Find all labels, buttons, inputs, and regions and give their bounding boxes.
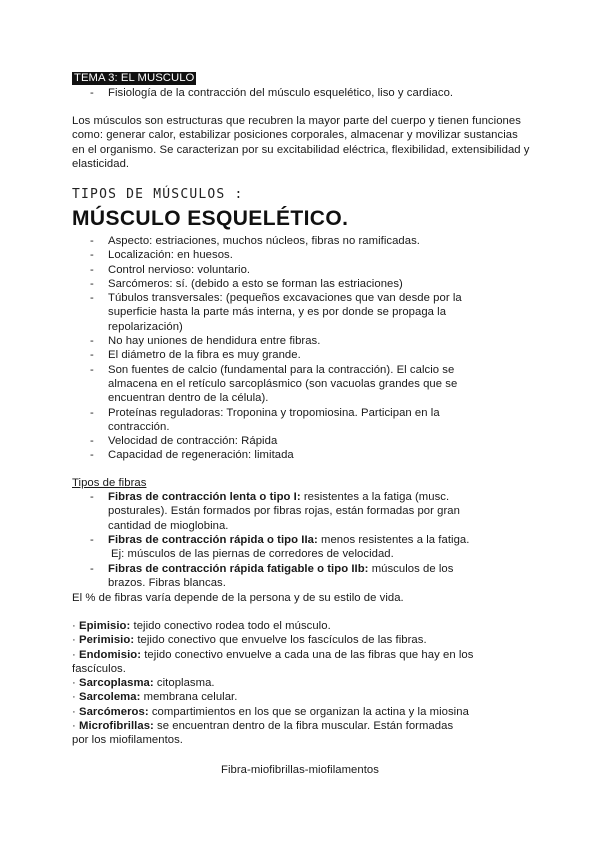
definition-bullet: · (72, 634, 76, 647)
skeletal-item (72, 277, 532, 291)
definition-term: Sarcómeros: (79, 705, 149, 718)
skeletal-item-line: Control nervioso: voluntario. (108, 263, 251, 276)
skeletal-item (72, 263, 532, 277)
skeletal-item-line: Proteínas reguladoras: Troponina y tropomiosina. Participan en la (108, 406, 440, 419)
fiber-item-2 (108, 533, 548, 562)
skeletal-item-line: repolarización) (108, 320, 183, 333)
definition-item (72, 633, 542, 647)
definition-term: Epimisio: (79, 620, 131, 632)
skeletal-item (72, 406, 532, 435)
definition-term: Endomisio: (79, 648, 142, 661)
topic-label (72, 71, 196, 85)
definition-bullet: · (72, 691, 76, 704)
skeletal-item-dash: - (90, 363, 94, 376)
definition-bullet: · (72, 648, 76, 661)
skeletal-item-line: almacena en el retículo sarcoplásmico (son vacuolas grandes que se (108, 377, 458, 390)
fiber-item-2-text: menos resistentes a la fatiga. (320, 534, 470, 546)
fiber-item-1-line2: posturales). Están formados por fibras rojas, están formadas por gran (108, 505, 460, 518)
types-heading: TIPOS DE MÚSCULOS : (72, 187, 244, 202)
skeletal-item-line: Son fuentes de calcio (fundamental para la contracción). El calcio se (108, 363, 455, 376)
footer-caption: Fibra-miofibrillas-miofilamentos (221, 764, 379, 776)
skeletal-item (72, 363, 532, 406)
definition-text: tejido conectivo que envuelve los fascículos de las fibras. (137, 634, 427, 647)
definition-text: tejido conectivo envuelve a cada una de las fibras que hay en los (144, 648, 474, 661)
definition-text: membrana celular. (143, 691, 238, 704)
intro-paragraph: Los músculos son estructuras que recubren la mayor parte del cuerpo y tienen funciones como: generar calor, estabilizar posiciones corporales, almacenar y movilizar sustancias en el organismo. Se caracterizan por su excitabilidad eléctrica, flexibilidad, extensibilidad y elasticidad. (72, 115, 530, 170)
definition-item (72, 648, 542, 677)
definition-bullet: · (72, 677, 76, 690)
topic-highlight: TEMA 3: EL MUSCULO (74, 72, 195, 84)
skeletal-item-line: contracción. (108, 420, 170, 433)
fiber-dash-2: - (90, 534, 94, 546)
fiber-item-3-term: Fibras de contracción rápida fatigable o tipo IIb: (108, 563, 369, 575)
fiber-dash-3: - (90, 563, 94, 575)
fiber-item-1-text: resistentes a la fatiga (musc. (303, 491, 450, 503)
definition-item (72, 676, 542, 690)
definition-bullet: · (72, 620, 76, 632)
fiber-item-1 (108, 490, 548, 533)
fiber-item-3 (108, 562, 548, 591)
skeletal-item-line: Capacidad de regeneración: limitada (108, 449, 294, 462)
definition-item (72, 690, 542, 704)
skeletal-item-line: superficie hasta la parte más interna, y es por donde se propaga la (108, 306, 447, 319)
skeletal-item-dash: - (90, 235, 94, 247)
definition-continuation: por los miofilamentos. (72, 734, 183, 747)
skeletal-item-dash: - (90, 435, 94, 448)
definitions-list (72, 619, 542, 748)
skeletal-item-dash: - (90, 349, 94, 362)
fiber-item-3-text: músculos de los (371, 563, 454, 575)
fiber-types-heading: Tipos de fibras (72, 477, 147, 489)
fiber-item-2-term: Fibras de contracción rápida o tipo IIa: (108, 534, 318, 546)
definition-term: Perimisio: (79, 634, 135, 647)
definition-term: Sarcoplasma: (79, 677, 154, 690)
fiber-item-3-line2: brazos. Fibras blancas. (108, 577, 226, 590)
subtopic-dash: - (90, 87, 94, 99)
skeletal-item-dash: - (90, 335, 94, 348)
definition-text: compartimientos en los que se organizan la actina y la miosina (151, 705, 469, 718)
skeletal-item-dash: - (90, 406, 94, 419)
skeletal-item-dash: - (90, 277, 94, 290)
definition-term: Microfibrillas: (79, 720, 154, 733)
skeletal-item (72, 348, 532, 362)
skeletal-item-line: Sarcómeros: sí. (debido a esto se forman las estriaciones) (108, 277, 403, 290)
skeletal-item (72, 234, 532, 248)
definition-item (72, 619, 542, 633)
skeletal-item-line: El diámetro de la fibra es muy grande. (108, 349, 301, 362)
skeletal-item-line: Velocidad de contracción: Rápida (108, 435, 278, 448)
skeletal-item-dash: - (90, 292, 94, 305)
fiber-dash-1: - (90, 491, 94, 503)
skeletal-item-dash: - (90, 449, 94, 462)
skeletal-item (72, 291, 532, 334)
fiber-item-1-line3: cantidad de mioglobina. (108, 519, 229, 532)
definition-item (72, 719, 542, 748)
definition-bullet: · (72, 720, 76, 733)
skeletal-title: MÚSCULO ESQUELÉTICO. (72, 207, 349, 230)
skeletal-item (72, 434, 532, 448)
skeletal-item-line: No hay uniones de hendidura entre fibras. (108, 335, 321, 348)
fiber-item-1-term: Fibras de contracción lenta o tipo I: (108, 491, 301, 503)
skeletal-item-line: Aspecto: estriaciones, muchos núcleos, fibras no ramificadas. (108, 235, 420, 247)
definition-bullet: · (72, 705, 76, 718)
definition-text: tejido conectivo rodea todo el músculo. (133, 620, 331, 632)
fiber-item-2-line2: Ej: músculos de las piernas de corredores de velocidad. (111, 548, 394, 561)
skeletal-list (72, 234, 532, 463)
skeletal-item-line: Localización: en huesos. (108, 249, 233, 262)
skeletal-item (72, 248, 532, 262)
definition-continuation: fascículos. (72, 662, 126, 675)
skeletal-item-dash: - (90, 263, 94, 276)
definition-item (72, 705, 542, 719)
skeletal-item-line: encuentran dentro de la célula). (108, 392, 269, 405)
skeletal-item-line: Túbulos transversales: (pequeños excavaciones que van desde por la (108, 292, 462, 305)
definition-text: citoplasma. (156, 677, 215, 690)
definition-term: Sarcolema: (79, 691, 141, 704)
skeletal-item (72, 334, 532, 348)
skeletal-item (72, 448, 532, 462)
definition-text: se encuentran dentro de la fibra muscular. Están formadas (157, 720, 454, 733)
fiber-note: El % de fibras varía depende de la persona y de su estilo de vida. (72, 592, 404, 604)
subtopic-text: Fisiología de la contracción del músculo esquelético, liso y cardiaco. (108, 87, 454, 99)
skeletal-item-dash: - (90, 249, 94, 262)
